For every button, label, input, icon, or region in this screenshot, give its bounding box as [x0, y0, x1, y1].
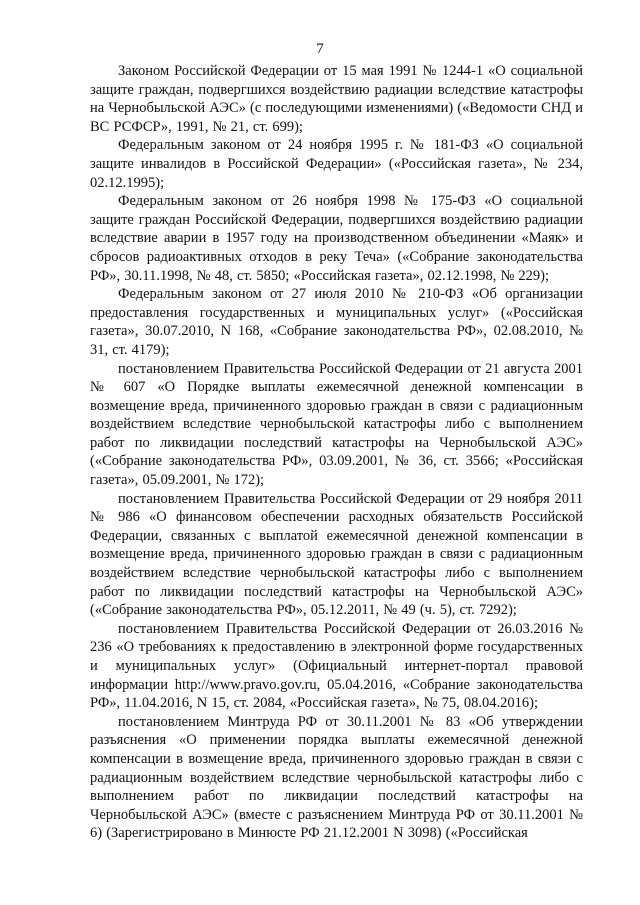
paragraph-law-181-fz: Федеральным законом от 24 ноября 1995 г. № 181-ФЗ «О социальной защите инвалидов в Российской Федерации» («Российская газета», № 234, 02.12.1995); — [90, 137, 583, 191]
paragraph-law-1244-1: Законом Российской Федерации от 15 мая 1991 № 1244-1 «О социальной защите граждан, подвергшихся воздействию радиации вследствие катастрофы на Чернобыльской АЭС» (с последующими изменениями) («Ведомости СНД и ВС РСФСР», 1991, № 21, ст. 699); — [90, 63, 584, 135]
paragraph-law-175-fz: Федеральным законом от 26 ноября 1998 № 175-ФЗ «О социальной защите граждан Российской Федерации, подвергшихся воздействию радиации вследствие аварии в 1957 году на производственном объединении «Маяк» и сбросов радиоактивных отходов в реку Теча» («Собрание законодательства РФ», 30.11.1998, № 48, ст. 5850; «Российская газета», 02.12.1998, № 229); — [90, 193, 583, 284]
paragraph-resolution-607: постановлением Правительства Российской Федерации от 21 августа 2001 № 607 «О Порядке выплаты ежемесячной денежной компенсации в возмещение вреда, причиненного здоровью граждан в связи с радиационным воздействием вследствие чернобыльской катастрофы либо с выполнением работ по ликвидации последствий катастрофы на Чернобыльской АЭС» («Собрание законодательства РФ», 03.09.2001, № 36, ст. 3566; «Российская газета», 05.09.2001, № 172); — [90, 360, 583, 489]
paragraph-resolution-236: постановлением Правительства Российской Федерации от 26.03.2016 № 236 «О требованиях к предоставлению в электронной форме государственных и муниципальных услуг» (Официальный интернет-портал правовой информации http://www.pravo.gov.ru, 05.04.2016, «Собрание законодательства РФ», 11.04.2016, N 15, ст. 2084, «Российская газета», № 75, 08.04.2016); — [90, 620, 583, 712]
page-number: 7 — [316, 41, 324, 57]
paragraph-mintrud-83: постановлением Минтруда РФ от 30.11.2001 № 83 «Об утверждении разъяснения «О применении порядка выплаты ежемесячной денежной компенсации в возмещение вреда, причиненного здоровью граждан в связи с радиационным воздействием вследствие чернобыльской катастрофы либо с выполнением работ по ликвидации последствий катастрофы на Чернобыльской АЭС» (вместе с разъяснением Минтруда РФ от 30.11.2001 № 6) (Зарегистрировано в Минюсте РФ 21.12.2001 N 3098) («Российская — [90, 713, 583, 842]
document-body — [90, 62, 583, 843]
paragraph-resolution-986: постановлением Правительства Российской Федерации от 29 ноября 2011 № 986 «О финансовом обеспечении расходных обязательств Российской Федерации, связанных с выплатой ежемесячной денежной компенсации в возмещение вреда, причиненного здоровью граждан в связи с радиационным воздействием вследствие чернобыльской катастрофы либо с выполнением работ по ликвидации последствий катастрофы на Чернобыльской АЭС» («Собрание законодательства РФ», 05.12.2011, № 49 (ч. 5), ст. 7292); — [90, 490, 583, 619]
paragraph-law-210-fz: Федеральным законом от 27 июля 2010 № 210-ФЗ «Об организации предоставления государственных и муниципальных услуг» («Российская газета», 30.07.2010, N 168, «Собрание законодательства РФ», 02.08.2010, № 31, ст. 4179); — [90, 286, 583, 358]
